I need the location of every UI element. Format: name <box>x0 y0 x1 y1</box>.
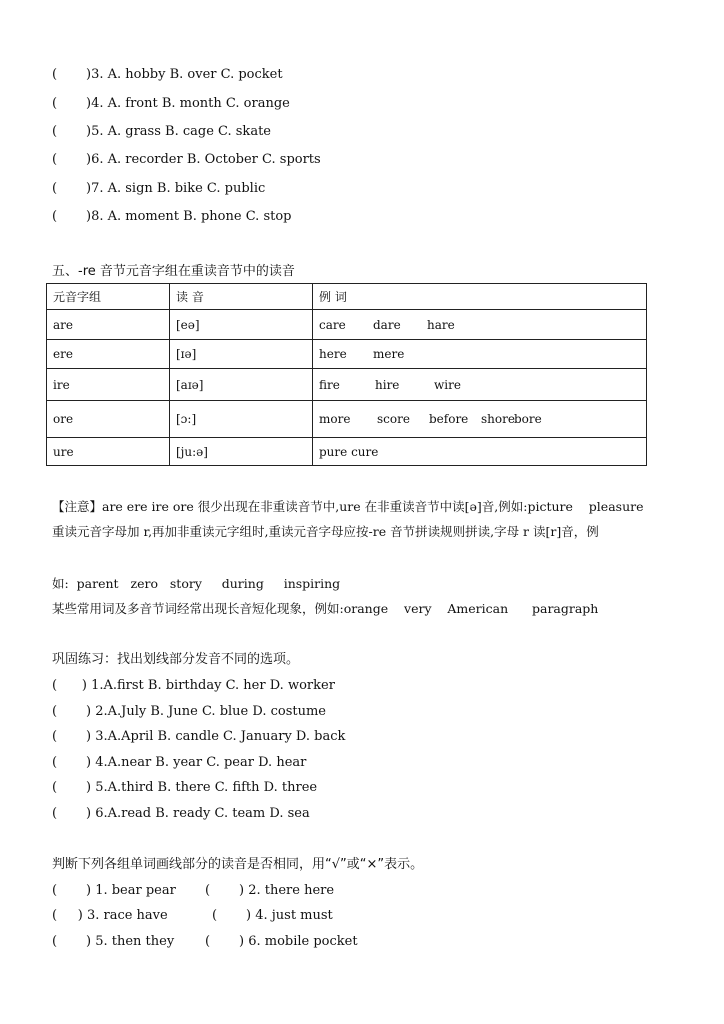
question-item: ( )7. A. sign B. bike C. public <box>52 181 266 196</box>
judge-item: ( ) 6. mobile pocket <box>205 934 358 949</box>
question-item: ( )4. A. front B. month C. orange <box>52 96 290 111</box>
question-item: ( ) 4.A.near B. year C. pear D. hear <box>52 755 307 770</box>
header-examples: 例 词 <box>313 284 647 310</box>
table-row <box>47 340 647 369</box>
note-line: 【注意】are ere ire ore 很少出现在非重读音节中,ure 在非重读音节中读[ə]音,例如:picture pleasure <box>52 499 644 514</box>
judge-item: ( ) 5. then they <box>52 934 175 949</box>
cell-group: ore <box>47 401 170 438</box>
cell-examples <box>313 369 647 401</box>
note-line: 重读元音字母加 r,再加非重读元字组时,重读元音字母应按-re 音节拼读规则拼读,字母 r 读[r]音，例 <box>52 524 599 539</box>
judge-item: ( ) 1. bear pear <box>52 883 176 898</box>
question-item: ( )6. A. recorder B. October C. sports <box>52 152 321 167</box>
table-row <box>47 438 647 466</box>
judge-item: ( ) 3. race have <box>52 908 168 923</box>
section5-title: 五、-re 音节元音字组在重读音节中的读音 <box>52 264 295 279</box>
cell-sound: [ju:ə] <box>170 438 313 466</box>
table-row <box>47 401 647 438</box>
note-line: 如: parent zero story during inspiring <box>52 576 341 591</box>
example-word: mere <box>373 347 405 361</box>
question-item: ( ) 5.A.third B. there C. fifth D. three <box>52 780 318 795</box>
vowel-table <box>46 283 647 466</box>
cell-examples <box>313 340 647 369</box>
example-word: before <box>429 412 469 426</box>
question-item: ( ) 6.A.read B. ready C. team D. sea <box>52 806 310 821</box>
judge-item: ( ) 2. there here <box>205 883 335 898</box>
cell-examples <box>313 401 647 438</box>
question-item: ( ) 3.A.April B. candle C. January D. back <box>52 729 346 744</box>
question-item: ( )8. A. moment B. phone C. stop <box>52 209 292 224</box>
example-word: pure cure <box>319 444 379 459</box>
cell-sound: [eə] <box>170 310 313 340</box>
table-header-row <box>47 284 647 310</box>
cell-group: ure <box>47 438 170 466</box>
practice-title: 巩固练习：找出划线部分发音不同的选项。 <box>52 652 300 667</box>
example-word: hare <box>427 317 455 332</box>
example-word: care <box>319 317 346 332</box>
cell-group: are <box>47 310 170 340</box>
question-item: ( ) 2.A.July B. June C. blue D. costume <box>52 704 326 719</box>
header-group: 元音字组 <box>47 284 170 310</box>
cell-sound: [ɔ:] <box>170 401 313 438</box>
header-sound: 读 音 <box>170 284 313 310</box>
cell-group: ire <box>47 369 170 401</box>
example-word: dare <box>373 317 401 332</box>
example-word: score <box>377 412 410 426</box>
cell-sound: [ɪə] <box>170 340 313 369</box>
example-word: more <box>319 412 351 426</box>
example-word: hire <box>375 377 400 392</box>
cell-group: ere <box>47 340 170 369</box>
example-word: bore <box>514 412 542 426</box>
example-word: here <box>319 347 347 361</box>
cell-examples <box>313 438 647 466</box>
judge-title: 判断下列各组单词画线部分的读音是否相同，用“√”或“×”表示。 <box>52 857 424 872</box>
cell-examples <box>313 310 647 340</box>
example-word: shore <box>481 412 515 426</box>
table-row <box>47 310 647 340</box>
question-item: ( )5. A. grass B. cage C. skate <box>52 124 271 139</box>
cell-sound: [aɪə] <box>170 369 313 401</box>
question-item: ( )3. A. hobby B. over C. pocket <box>52 67 283 82</box>
example-word: wire <box>434 377 461 392</box>
example-word: fire <box>319 377 340 392</box>
table-row <box>47 369 647 401</box>
question-item: ( ) 1.A.first B. birthday C. her D. worker <box>52 678 335 693</box>
note-line: 某些常用词及多音节词经常出现长音短化现象，例如:orange very American paragraph <box>52 601 599 616</box>
judge-item: ( ) 4. just must <box>212 908 333 923</box>
